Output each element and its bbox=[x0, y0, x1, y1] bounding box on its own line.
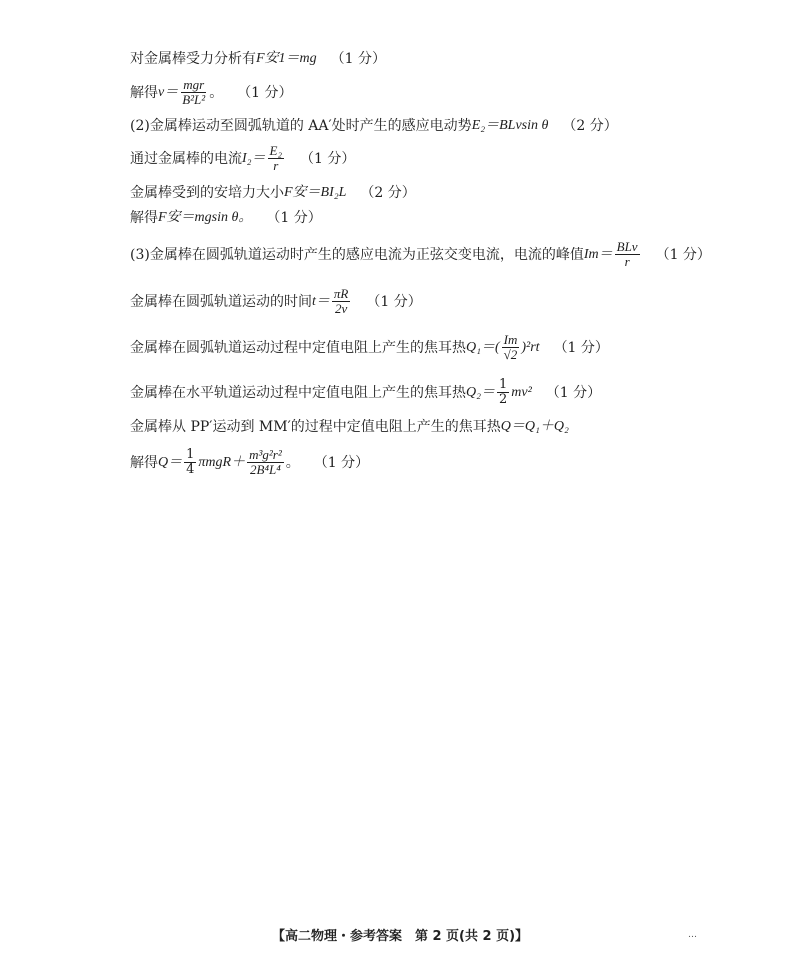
line-text: 解得 bbox=[130, 454, 158, 471]
numerator: E₂ bbox=[269, 143, 282, 158]
score: （1 分） bbox=[553, 339, 609, 356]
numerator: mgr bbox=[183, 77, 205, 92]
line-2 bbox=[130, 78, 293, 107]
equation-right: 。 bbox=[285, 454, 300, 471]
denominator: 2 bbox=[498, 392, 508, 407]
denominator-2: 2B⁴L⁴ bbox=[250, 462, 281, 477]
score: （2 分） bbox=[562, 118, 618, 134]
score: （1 分） bbox=[655, 246, 711, 263]
page-footer: 【高二物理・参考答案 第 2 页(共 2 页)】 bbox=[271, 929, 529, 944]
line-12 bbox=[130, 448, 369, 477]
score: （2 分） bbox=[360, 185, 416, 201]
equation-left: Im＝ bbox=[583, 246, 613, 262]
denominator: r bbox=[624, 254, 630, 269]
line-10 bbox=[130, 378, 601, 407]
line-7 bbox=[130, 240, 711, 269]
corner-mark: … bbox=[688, 930, 697, 940]
numerator: 1 bbox=[186, 447, 195, 462]
line-4 bbox=[130, 144, 355, 173]
fraction bbox=[502, 333, 520, 362]
line-text: 解得 bbox=[130, 84, 158, 101]
score: （1 分） bbox=[313, 454, 370, 471]
fraction bbox=[615, 240, 640, 269]
fraction bbox=[268, 144, 284, 173]
line-text: 金属棒在圆弧轨道运动的时间 bbox=[130, 293, 312, 310]
equation: Q＝Q₁＋Q₂ bbox=[500, 419, 569, 434]
denominator: √2 bbox=[503, 347, 518, 362]
numerator: πR bbox=[333, 286, 349, 301]
score: （1 分） bbox=[300, 150, 356, 167]
fraction bbox=[184, 448, 196, 477]
line-text: 通过金属棒的电流 bbox=[130, 150, 242, 167]
numerator: 1 bbox=[498, 377, 508, 392]
score: （1 分） bbox=[366, 293, 422, 310]
denominator: 4 bbox=[186, 462, 195, 477]
line-1 bbox=[130, 50, 386, 68]
fraction-2 bbox=[247, 448, 284, 477]
equation-right: )²rt bbox=[521, 339, 540, 355]
numerator-2: m³g²r² bbox=[249, 447, 282, 462]
equation-left: t＝ bbox=[312, 293, 330, 309]
line-text: 金属棒从 PP′运动到 MM′的过程中定值电阻上产生的焦耳热 bbox=[130, 419, 501, 435]
fraction bbox=[180, 78, 207, 107]
equation-left: Q＝ bbox=[158, 454, 183, 470]
denominator: 2v bbox=[334, 301, 348, 316]
line-5 bbox=[130, 184, 416, 202]
score: （1 分） bbox=[330, 51, 387, 67]
equation-left: v＝ bbox=[158, 84, 179, 100]
line-text: 金属棒受到的安培力大小 bbox=[130, 185, 284, 201]
numerator: Im bbox=[503, 332, 518, 347]
equation: F安1＝mg bbox=[256, 51, 317, 66]
line-9 bbox=[130, 333, 609, 362]
line-3 bbox=[130, 117, 618, 135]
equation-right: 。 bbox=[209, 84, 224, 101]
line-text: 解得 bbox=[130, 210, 158, 226]
equation-left: Q₁＝( bbox=[466, 339, 500, 355]
equation-right: mv² bbox=[511, 384, 532, 400]
line-6 bbox=[130, 209, 322, 227]
numerator: BLv bbox=[616, 239, 638, 254]
line-text: 金属棒在圆弧轨道运动过程中定值电阻上产生的焦耳热 bbox=[130, 339, 466, 356]
line-text: 金属棒在水平轨道运动过程中定值电阻上产生的焦耳热 bbox=[130, 384, 466, 401]
fraction bbox=[497, 378, 509, 407]
line-text: (2)金属棒运动至圆弧轨道的 AA′处时产生的感应电动势 bbox=[130, 118, 472, 134]
equation-middle: πmgR＋ bbox=[198, 454, 246, 470]
equation-left: I₂＝ bbox=[242, 150, 266, 166]
line-text: (3)金属棒在圆弧轨道运动时产生的感应电流为正弦交变电流，电流的峰值 bbox=[130, 246, 584, 263]
equation: F安＝BI₂L bbox=[284, 185, 347, 200]
denominator: r bbox=[273, 158, 279, 173]
fraction bbox=[332, 287, 350, 316]
line-11 bbox=[130, 418, 569, 436]
equation: F安＝mgsin θ。 bbox=[158, 210, 253, 225]
line-text: 对金属棒受力分析有 bbox=[130, 51, 256, 67]
equation: E₂＝BLvsin θ bbox=[471, 118, 549, 133]
line-8 bbox=[130, 287, 422, 316]
denominator: B²L² bbox=[182, 92, 206, 107]
equation-left: Q₂＝ bbox=[466, 384, 495, 400]
score: （1 分） bbox=[237, 84, 293, 101]
score: （1 分） bbox=[545, 384, 602, 401]
score: （1 分） bbox=[266, 210, 322, 226]
